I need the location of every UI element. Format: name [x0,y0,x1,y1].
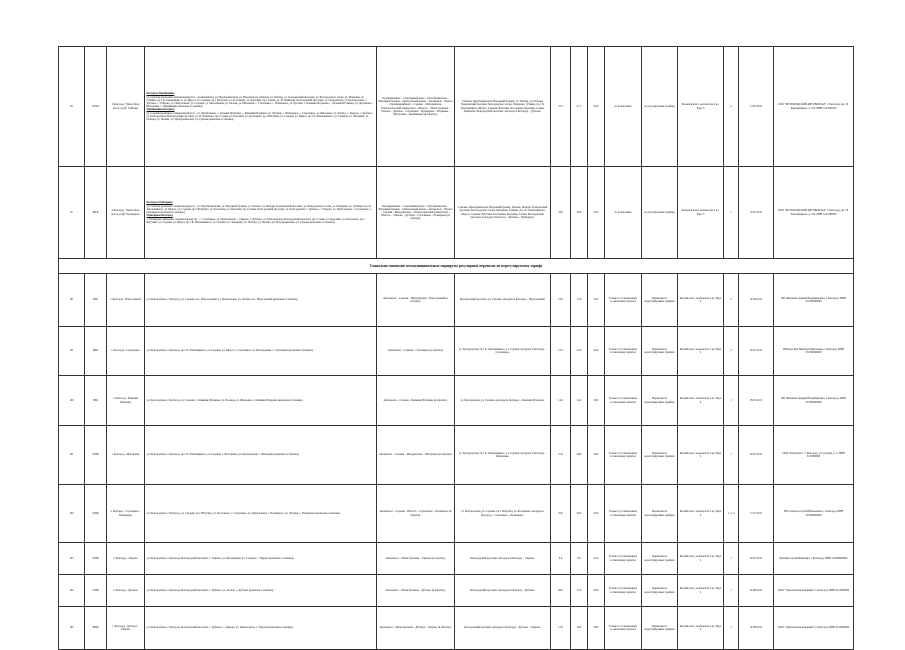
route-name: г. Белгород - Таврово [107,543,145,575]
fare-type: по регулируемым тарифам [642,47,678,167]
vehicle-count: 2 [724,327,739,376]
route-length-forward: 25,0 [551,485,571,543]
start-date: 20.07.2013 [739,426,774,485]
boarding-order: Только в установленных остановочных пунктах [605,575,642,607]
boarding-order: Только в установленных остановочных пунктах [605,426,642,485]
vehicle-count: 1 [724,426,739,485]
row-number: 104 [59,575,85,607]
fare-type: Перевозки по нерегулируемым тарифам [642,327,678,376]
vehicle-count: 1 [724,376,739,426]
boarding-order: по расписанию [605,47,642,167]
vehicle-info: Малый класс, количество 2 ед. Евро 4 [678,575,724,607]
registration-number: 4ПК [85,274,107,327]
route-duration: 38,0 [588,607,605,650]
vehicle-info: Большой класс, количество 4 ед. Евро 3 [678,167,724,259]
stops-list: Автовокзал – Магистральная – Дубовое – Таврово (и обратно). [377,607,455,650]
vehicle-count: 1 [724,543,739,575]
route-description [145,47,377,167]
registration-number: 35ПК [85,543,107,575]
row-number: 102 [59,485,85,543]
row-number: 105 [59,607,85,650]
registration-number: 10ПК [85,426,107,485]
streets-list: ул. Белгородская, пр-т Б. Хмельницкого, ул. Садовая, автодорога Белгород – Стрелецкое. [455,327,551,376]
route-length-back: 18,0 [571,607,588,650]
carrier-info: Ковалёв Сергей Иванович, г. Белгород, ИНН 312300000000 [774,543,854,575]
route-length-back: 14,0 [571,376,588,426]
carrier-info: ООО "ТрансАвто", г. Белгород, ул. Садовая, д. 4, ИНН 3123000000 [774,426,854,485]
fare-type: Перевозки по нерегулируемым тарифам [642,543,678,575]
route-path-text: с. Пушкарное (конечная станция маршрута) – с. Стрелецкое, ул. Центральная, с. Таврово, с. Дубовое, ул. Белгородская, Белгородский проспект, пр-т Славы, ул. Королёва, ул. Костюкова, пр-т Ватутина, ул. Садовая, ул. Щорса, пр-т Б. Хмельницкого, ул. Губкина, ул. Чичерина, ул. Победы, ул. Попова, ул. Преображенская, ул. Сумская (конечная остановка). [146,218,365,225]
start-date: 10.07.2012 [739,167,774,259]
route-name: г. Белгород - Ближняя Игуменка [107,376,145,426]
vehicle-count: 1, 2, 3 [724,485,739,543]
boarding-order: Только в установленных остановочных пунктах [605,543,642,575]
start-date: 26.07.2013 [739,543,774,575]
route-name: г. Белгород - Стрелецкое [107,327,145,376]
route-length-back: 26,0 [571,485,588,543]
row-number: 101 [59,426,85,485]
boarding-order: Только в установленных остановочных пунктах [605,274,642,327]
section-row [59,259,854,274]
fare-type: по регулируемым тарифам [642,167,678,259]
route-length-forward: 27,0 [551,426,571,485]
route-length-forward: 9,0 [551,543,571,575]
vehicle-info: Малый класс, количество 3 ед. Евро 4 [678,485,724,543]
vehicle-info: Малый класс, количество 2 ед. Евро 4 [678,543,724,575]
route-duration: 20,0 [588,575,605,607]
row-number: 99 [59,327,85,376]
table-row [59,426,854,485]
row-number: 97 [59,167,85,259]
vehicle-info: Большой класс, количество 4 ед. Евро 3 [678,47,724,167]
start-date: 17.07.2013 [739,485,774,543]
route-length-back: 18,9 [571,167,588,259]
streets-list: Сумская, Преображенская, Народный бульвар, Попова, Победы, Гражданский проспект, Белгородского полка, Чичерина, Губкина, пр-т Б. Хмельницкого, Щорса, Садовая, Ватутина, Костюкова, Королёва, Славы, Белгородский проспект, автодорога Белгород – Дубовое – Пушкарное. [455,167,551,259]
route-duration: 22,0 [588,543,605,575]
carrier-info: ООО "Транспортная компания", г. Белгород, ИНН 3123000000 [774,575,854,607]
streets-list: ул. Белгородская, ул. Садовая, пр-т Ватутина, ул. Костюкова, автодорога Белгород – Стрелецкое – Пушкарное. [455,485,551,543]
route-duration: 28,0 [588,376,605,426]
route-length-back: 9,0 [571,543,588,575]
carrier-info: ООО "БЕЛГОРОДСКИЙ АВТОВОКЗАЛ" г. Белгород, пр-т Б. Хмельницкого, д. 162, ИНН 3123189764 [774,47,854,167]
boarding-order: Только в установленных остановочных пунктах [605,607,642,650]
table-body [59,47,854,650]
fare-type: Перевозки по нерегулируемым тарифам [642,426,678,485]
route-length-back: 27,7 [571,47,588,167]
boarding-order: Только в установленных остановочных пунктах [605,376,642,426]
route-description: ул. Белгородская, г. Белгород, ул. Садовая, пос. Новосадовый, ул. Центральная, ул. Лесная, пос. Новосадовый (конечная остановка). [145,274,377,327]
stops-list: Промышленная – Спортивный центр – Преображенская – Народный бульвар – Центральный рынок – Автовокзал – Вокзал – Садовая – Мичуринская – Технологический университет – Юность – Таврово – Дубовое – Стрелецкое – Пушкарное (и обратно). [377,167,455,259]
row-number: 100 [59,376,85,426]
registration-number: 98ТК [85,167,107,259]
route-length-back: 25,0 [571,575,588,607]
route-description: ул. Белгородская, г. Белгород, пр-т Б. Хмельницкого, ул. Садовая, с. Шагаровка, ул. Центральная, с. Шагаровка (конечная остановка). [145,426,377,485]
stops-list: Автовокзал – Садовая – Юность – Стрелецкое – Пушкарное (и обратно). [377,485,455,543]
vehicle-count: 2 [724,47,739,167]
stops-list: Автовокзал – Магистральная – Таврово (и обратно). [377,543,455,575]
start-date: 01.08.2013 [739,607,774,650]
route-length-forward: 18,8 [551,167,571,259]
section-title: Социально-значимые межмуниципальные маршруты регулярных перевозок по нерегулируемому тарифу [59,259,854,274]
vehicle-count: 2 [724,274,739,327]
route-description: ул. Белгородская, г. Белгород, ул. Садовая, с. Ближняя Игуменка, ул. Полевая, ул. Школьная, с. Ближняя Игуменка (конечная остановка). [145,376,377,426]
streets-list: Сумская, Преображенская, Народный бульвар, ул. Попова, ул. Победы, Гражданский проспект, Белгородского полка, Чичерина, Губкина, пр-т Б. Хмельницкого, Щорса, Садовая, Ватутина, Костюкова, Королёва, Славы, Чумичова, Белгородский проспект, автодорога Белгород – Дубовое. [455,47,551,167]
fare-type: Перевозки по нерегулируемым тарифам [642,376,678,426]
route-direction-title: Белгород-Пушкарное [146,200,173,204]
streets-list: Белгородский проспект, автодорога Белгород – Дубовое. [455,575,551,607]
boarding-order: Только в установленных остановочных пунктах [605,485,642,543]
table-row [59,167,854,259]
table-row [59,47,854,167]
route-name: г. Белгород - Стрелецкое - Пушкарное [107,485,145,543]
carrier-info: ООО "БЕЛГОРОДСКИЙ АВТОВОКЗАЛ" г. Белгород, пр-т Б. Хмельницкого, д. 162, ИНН 3123189764 [774,167,854,259]
fare-type: Перевозки по нерегулируемым тарифам [642,485,678,543]
stops-list: Промышленная – Спортивный центр – Преображенская – Народный бульвар – Центральный рынок – Автовокзал – Вокзал – Горпищекомбинат – Садовая – Мичуринская – Технологический университет – Юность – Магистральная – Таврово – Дубовое – Стрелецкое – Пушкарное – Игуменка – Шагаровка – Чернявщина (и обратно). [377,47,455,167]
vehicle-info: Малый класс, количество 2 ед. Евро 4 [678,607,724,650]
route-name: г. Белгород - Дубовое - Таврово [107,607,145,650]
boarding-order: Только в установленных остановочных пунктах [605,327,642,376]
route-length-back: 15,0 [571,274,588,327]
row-number: 103 [59,543,85,575]
start-date: 05.07.2013 [739,327,774,376]
route-path-text: ул. Садовая (конечная станция маршрута) – ул. Центральная, с. Дальняя Игуменка, с. Ближняя Игуменка, ул. Луговая, с. Пушкарное, с. Стрелецкое, ул. Школьная, ул. Лесная, с. Таврово, с. Дубовое, ул. Белгородская, Белгородский проспект, ул. Н. Чумичова, пр-т Славы, ул. Королёва, ул. Костюкова, пр-т Ватутина, ул. Садовая, ул. Щорса, пр-т Б. Хмельницкого, ул. Губкина, ул. Чичерина, ул. Победы, ул. Попова, ул. Преображенская, ул. Сумская (конечная остановка). [146,112,373,122]
registration-number: 16ПК [85,485,107,543]
table-row [59,485,854,543]
carrier-info: ИП Гончаров Сергей Николаевич, г. Белгород, ИНН 312300000000 [774,485,854,543]
route-length-forward: 14,0 [551,376,571,426]
streets-list: Белгородский проспект, автодорога Белгород – Таврово. [455,543,551,575]
route-length-forward: 28,0 [551,575,571,607]
start-date: 13.07.2012 [739,47,774,167]
start-date: 05.07.2013 [739,376,774,426]
stops-list: Автовокзал – Магистральная – Дубовое (и обратно). [377,575,455,607]
row-number: 95 [59,47,85,167]
vehicle-info: Малый класс, количество 1 ед. Евро 4 [678,327,724,376]
route-description: ул. Белгородская, г. Белгород, Белгородский проспект, с. Дубовое, ул. Лесная, с. Дубовое (конечная остановка). [145,575,377,607]
routes-registry-table [58,46,854,650]
route-description [145,167,377,259]
table-row [59,607,854,650]
start-date: 01.06.2013 [739,274,774,327]
route-length-back: 22,0 [571,327,588,376]
streets-list: Белгородский проспект, ул. Садовая, автодорога Белгород – Новосадовый. [455,274,551,327]
table-row [59,376,854,426]
vehicle-info: Малый класс, количество 4 ед. Евро 4 [678,426,724,485]
route-description: ул. Белгородская, г. Белгород, пр-т Б. Хмельницкого, ул. Садовая, ул. Щорса, с. Стрелецкое, ул. Центральная, с. Стрелецкое (конечная остановка). [145,327,377,376]
route-name: г. Белгород - Шагаровка [107,426,145,485]
fare-type: Перевозки по нерегулируемым тарифам [642,575,678,607]
streets-list: ул. Белгородская, пр-т Б. Хмельницкого, ул. Садовая, автодорога Белгород – Шагаровка. [455,426,551,485]
table-row [59,327,854,376]
route-duration: 40,0 [588,485,605,543]
route-length-forward: 21,5 [551,327,571,376]
route-duration: 50,0 [588,167,605,259]
vehicle-count: 1 [724,167,739,259]
boarding-order: по расписанию [605,167,642,259]
fare-type: Перевозки по нерегулируемым тарифам [642,274,678,327]
stops-list: Автовокзал – Садовая – Ближняя Игуменка (и обратно). [377,376,455,426]
route-description: ул. Белгородская, г. Белгород, Белгородский проспект, с. Дубовое, с. Таврово, ул. Центральная, с. Таврово (конечная остановка). [145,607,377,650]
stops-list: Автовокзал – Садовая – Мичуринская – Шагаровка (и обратно). [377,426,455,485]
carrier-info: ИП Королёва Надежда Николаевна, г. Белгород, ИНН 312300000000 [774,327,854,376]
start-date: 01.08.2013 [739,575,774,607]
route-duration: 36,0 [588,426,605,485]
streets-list: ул. Белгородская, ул. Садовая, автодорога Белгород – Ближняя Игуменка. [455,376,551,426]
fare-type: Перевозки по нерегулируемым тарифам [642,607,678,650]
route-length-back: 28,0 [571,426,588,485]
stops-list: Автовокзал – Садовая – Мичуринская – Новосадовый (и обратно). [377,274,455,327]
route-path-text: ул. Сумская (конечная станция маршрута) – Архиерейская, ул. Преображенская, ул. Народная (ул. Попова), ул. Победы, ул. Гражданский проспект, ул. Белгородского полка, ул. Чичерина, ул. Губкина, пр-т Б. Хмельницкого, ул. Щорса, ул. Садовая, пр-т Ватутина, ул. Костюкова, ул. Королёва, пр-т Славы, ул. Н. Чумичова, Белгородский проспект, ул. Гражданская, ул. Белгородская, с. Дубовое, с. Таврово, ул. Центральная, ул. Садовая, ул. Молодёжная, ул. Лесная, ул. Школьная, с. Стрелецкое, с. Пушкарное, ул. Луговая, с. Ближняя Игуменка, с. Дальняя Игуменка, ул. Дорожная, с. Шагаровка, с. Чернявщина (конечная остановка). [146,95,374,108]
route-description: ул. Белгородская, г. Белгород, ул. Садовая, пр-т Ватутина, ул. Костюкова, с. Стрелецкое, ул. Центральная, с. Пушкарное, ул. Луговая, с. Пушкарное (конечная остановка). [145,485,377,543]
route-direction-title: Белгород-Чернявщина [146,91,175,95]
table-row [59,274,854,327]
registration-number: 165ТК [85,47,107,167]
vehicle-count: 1 [724,575,739,607]
registration-number: 9ПК [85,376,107,426]
row-number: 98 [59,274,85,327]
route-name: г. Белгород - Новосадовый [107,274,145,327]
route-description: ул. Белгородская, г. Белгород, Белгородский проспект, с. Таврово, ул. Молодёжная, ул. Садовая, с. Таврово (конечная остановка). [145,543,377,575]
carrier-info: ИП Шевченко Андрей Владимирович, г. Белгород, ИНН 312300000000 [774,274,854,327]
registration-number: 8ПК [85,327,107,376]
route-length-forward: 15,0 [551,274,571,327]
route-length-forward: 27,5 [551,47,571,167]
route-name: г. Белгород - Дубовое [107,575,145,607]
table-row [59,543,854,575]
carrier-info: ООО "Транспортная компания", г. Белгород, ИНН 3123000000 [774,607,854,650]
vehicle-count: 1 [724,607,739,650]
route-duration: 24,0 [588,327,605,376]
route-length-forward: 17,0 [551,607,571,650]
route-name: 2 Белгород-"Дизел-Чоко мосто-рсуф" Гайбаны [107,47,145,167]
vehicle-info: Малый класс, количество 2 ед. Евро 4 [678,376,724,426]
vehicle-info: Малый класс, количество 2 ед. Евро 4 [678,274,724,327]
registration-number: 37ПК [85,575,107,607]
route-direction-title: Чернявщина-Белгород [146,108,175,112]
registration-number: 38ПК [85,607,107,650]
stops-list: Автовокзал – Садовая – Стрелецкое (и обратно). [377,327,455,376]
route-direction-title: Пушкарное-Белгород [146,214,173,218]
route-duration: 62,0 [588,47,605,167]
streets-list: Белгородский проспект, автодорога Белгород – Дубовое – Таврово. [455,607,551,650]
table-row [59,575,854,607]
route-path-text: ул. Сумская (конечная станция маршрута) – ул. Преображенская, ул. Народный бульвар, ул. Попова, ул. Победы, Гражданский проспект, ул. Белгородского полка, ул. Чичерина, ул. Губкина, пр-т Б. Хмельницкого, ул. Щорса, ул. Садовая, пр-т Ватутина, ул. Костюкова, ул. Королёва, пр-т Славы, Белгородский проспект, ул. Белгородская, с. Дубовое, с. Таврово, ул. Центральная, с. Стрелецкое, с. Пушкарное (конечная остановка). [146,204,372,214]
route-duration: 32,0 [588,274,605,327]
route-name: 2 Белгород-"Дизел-Чоко мосто-рсуф" Пушкарное [107,167,145,259]
carrier-info: ИП Шевченко Андрей Владимирович, г. Белгород, ИНН 312300000000 [774,376,854,426]
